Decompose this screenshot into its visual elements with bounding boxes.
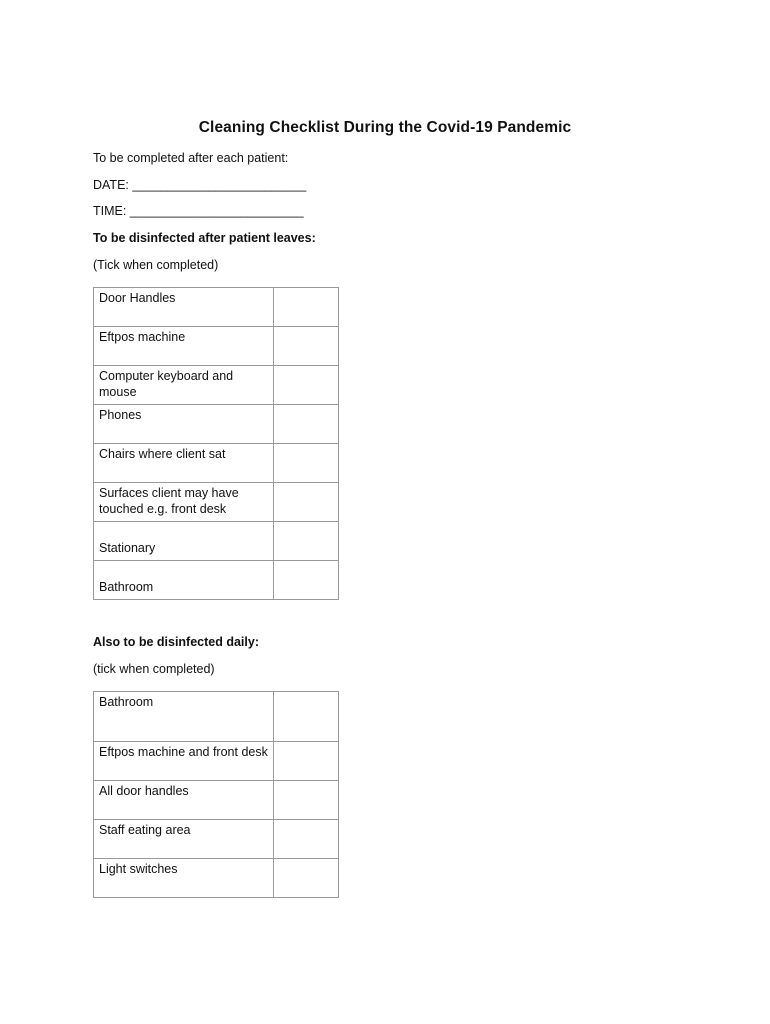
checklist-item: Bathroom <box>94 561 274 600</box>
checklist-item: Eftpos machine and front desk <box>94 742 274 781</box>
table-row <box>94 444 339 483</box>
tick-box[interactable] <box>274 692 339 742</box>
table-row <box>94 405 339 444</box>
time-line: TIME: _________________________ <box>93 204 304 218</box>
tick-box[interactable] <box>274 742 339 781</box>
tick-box[interactable] <box>274 405 339 444</box>
table-row <box>94 483 339 522</box>
checklist-item: Staff eating area <box>94 820 274 859</box>
table-row <box>94 859 339 898</box>
section2-note: (tick when completed) <box>93 662 215 676</box>
checklist-item: Stationary <box>94 522 274 561</box>
tick-box[interactable] <box>274 820 339 859</box>
checklist-item: Computer keyboard and mouse <box>94 366 274 405</box>
tick-box[interactable] <box>274 859 339 898</box>
section1-heading: To be disinfected after patient leaves: <box>93 231 316 245</box>
checklist-item: Surfaces client may have touched e.g. front desk <box>94 483 274 522</box>
table-row <box>94 692 339 742</box>
tick-box[interactable] <box>274 522 339 561</box>
checklist-item: Bathroom <box>94 692 274 742</box>
tick-box[interactable] <box>274 483 339 522</box>
tick-box[interactable] <box>274 781 339 820</box>
table-row <box>94 288 339 327</box>
table-row <box>94 561 339 600</box>
tick-box[interactable] <box>274 288 339 327</box>
checklist-item: Light switches <box>94 859 274 898</box>
checklist-item: Door Handles <box>94 288 274 327</box>
table-row <box>94 820 339 859</box>
tick-box[interactable] <box>274 366 339 405</box>
table-row <box>94 522 339 561</box>
document-title: Cleaning Checklist During the Covid-19 Pandemic <box>198 119 572 136</box>
table-row <box>94 327 339 366</box>
checklist-item: Phones <box>94 405 274 444</box>
section2-heading: Also to be disinfected daily: <box>93 635 259 649</box>
checklist-item: All door handles <box>94 781 274 820</box>
table-row <box>94 781 339 820</box>
checklist-item: Eftpos machine <box>94 327 274 366</box>
tick-box[interactable] <box>274 444 339 483</box>
daily-checklist-table <box>93 691 339 898</box>
checklist-item: Chairs where client sat <box>94 444 274 483</box>
table-row <box>94 742 339 781</box>
tick-box[interactable] <box>274 561 339 600</box>
intro-text: To be completed after each patient: <box>93 151 289 165</box>
table-row <box>94 366 339 405</box>
tick-box[interactable] <box>274 327 339 366</box>
section1-note: (Tick when completed) <box>93 258 219 272</box>
after-patient-checklist-table <box>93 287 339 600</box>
date-line: DATE: _________________________ <box>93 178 307 192</box>
